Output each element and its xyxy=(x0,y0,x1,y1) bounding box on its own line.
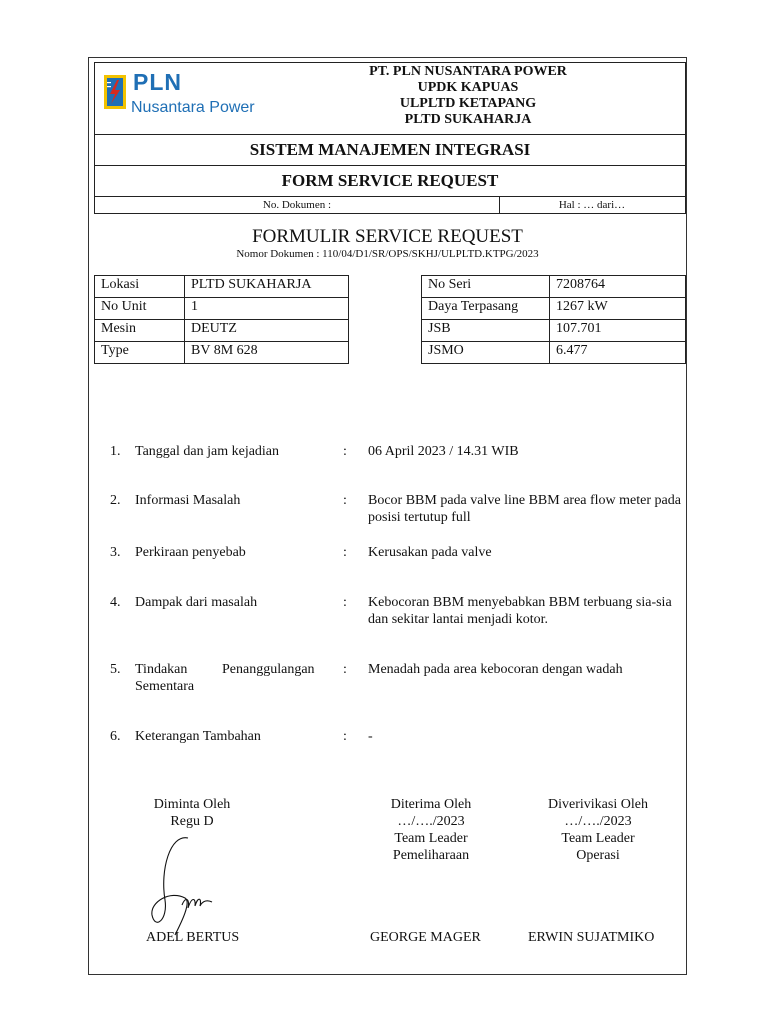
unit-info-table xyxy=(94,275,349,364)
table-label: JSB xyxy=(422,320,550,342)
item-number: 6. xyxy=(110,729,121,744)
table-label: Mesin xyxy=(95,320,185,342)
sig-role: Diterima Oleh xyxy=(390,797,472,812)
receiver-signature-block xyxy=(361,796,501,864)
sig-group: Regu D xyxy=(170,814,214,829)
table-row xyxy=(422,320,686,342)
document-header xyxy=(94,62,686,214)
item-value: Menadah pada area kebocoran dengan wadah xyxy=(368,662,623,677)
table-row xyxy=(422,276,686,298)
table-value: PLTD SUKAHARJA xyxy=(185,276,349,298)
table-value: 107.701 xyxy=(550,320,686,342)
table-value: 1 xyxy=(185,298,349,320)
table-row xyxy=(95,342,349,364)
main-title: FORMULIR SERVICE REQUEST xyxy=(252,226,523,247)
item-colon: : xyxy=(343,729,347,744)
requester-signature-block xyxy=(122,796,262,830)
item-label-part: Sementara xyxy=(135,679,195,694)
table-label: No Seri xyxy=(422,276,550,298)
item-number: 3. xyxy=(110,545,121,560)
verifier-signature-block xyxy=(528,796,668,864)
header-top-row xyxy=(95,63,685,135)
table-label: Lokasi xyxy=(95,276,185,298)
table-label: JSMO xyxy=(422,342,550,364)
company-subunit: ULPLTD KETAPANG xyxy=(399,96,537,111)
table-value: 7208764 xyxy=(550,276,686,298)
company-info xyxy=(251,63,685,128)
engine-info-table xyxy=(421,275,686,364)
sig-date: …/…./2023 xyxy=(397,814,465,829)
table-value: DEUTZ xyxy=(185,320,349,342)
item-label: Keterangan Tambahan xyxy=(135,729,261,744)
table-value: 6.477 xyxy=(550,342,686,364)
item-colon: : xyxy=(343,595,347,610)
table-value: BV 8M 628 xyxy=(185,342,349,364)
company-plant: PLTD SUKAHARJA xyxy=(404,112,532,127)
item-colon: : xyxy=(343,662,347,677)
item-value: - xyxy=(368,729,373,744)
table-label: Type xyxy=(95,342,185,364)
item-number: 5. xyxy=(110,662,121,677)
item-label: Dampak dari masalah xyxy=(135,595,258,610)
handwritten-signature xyxy=(140,830,230,940)
item-label: Informasi Masalah xyxy=(135,493,241,508)
form-title: FORM SERVICE REQUEST xyxy=(95,166,685,197)
item-value: 06 April 2023 / 14.31 WIB xyxy=(368,444,519,459)
doc-info-row xyxy=(95,197,685,213)
system-title: SISTEM MANAJEMEN INTEGRASI xyxy=(95,135,685,166)
logo-subtext: Nusantara Power xyxy=(131,99,255,116)
sig-title: Team Leader xyxy=(561,831,635,846)
item-label-part: Tindakan xyxy=(135,662,188,677)
table-row xyxy=(422,342,686,364)
table-row xyxy=(95,320,349,342)
sig-role: Diverivikasi Oleh xyxy=(548,797,648,812)
table-row xyxy=(422,298,686,320)
sig-dept: Pemeliharaan xyxy=(392,848,470,863)
sig-dept: Operasi xyxy=(576,848,620,863)
item-number: 4. xyxy=(110,595,121,610)
document-number: Nomor Dokumen : 110/04/D1/SR/OPS/SKHJ/ULPLTD.KTPG/2023 xyxy=(236,248,539,260)
table-label: No Unit xyxy=(95,298,185,320)
company-name: PT. PLN NUSANTARA POWER xyxy=(369,64,567,79)
pln-logo xyxy=(95,63,255,134)
page-number-label: Hal : … dari… xyxy=(558,199,626,211)
requester-name: ADEL BERTUS xyxy=(146,930,240,945)
verifier-name: ERWIN SUJATMIKO xyxy=(528,930,655,945)
company-unit: UPDK KAPUAS xyxy=(417,80,519,95)
item-value: Kebocoran BBM menyebabkan BBM terbuang sia-sia dan sekitar lantai menjadi kotor. xyxy=(368,595,672,627)
sig-date: …/…./2023 xyxy=(564,814,632,829)
doc-number-label: No. Dokumen : xyxy=(95,197,500,213)
item-number: 1. xyxy=(110,444,121,459)
item-colon: : xyxy=(343,444,347,459)
table-value: 1267 kW xyxy=(550,298,686,320)
logo-text: PLN xyxy=(133,69,182,95)
item-number: 2. xyxy=(110,493,121,508)
item-value: Bocor BBM pada valve line BBM area flow meter pada posisi tertutup full xyxy=(368,493,681,525)
table-row xyxy=(95,276,349,298)
item-value: Kerusakan pada valve xyxy=(368,545,492,560)
item-label-part: Penanggulangan xyxy=(222,662,315,677)
table-row xyxy=(95,298,349,320)
receiver-name: GEORGE MAGER xyxy=(370,930,481,945)
sig-title: Team Leader xyxy=(394,831,468,846)
table-label: Daya Terpasang xyxy=(422,298,550,320)
sig-role: Diminta Oleh xyxy=(153,797,231,812)
item-colon: : xyxy=(343,493,347,508)
item-colon: : xyxy=(343,545,347,560)
item-label: Perkiraan penyebab xyxy=(135,545,246,560)
item-label: Tanggal dan jam kejadian xyxy=(135,444,280,459)
